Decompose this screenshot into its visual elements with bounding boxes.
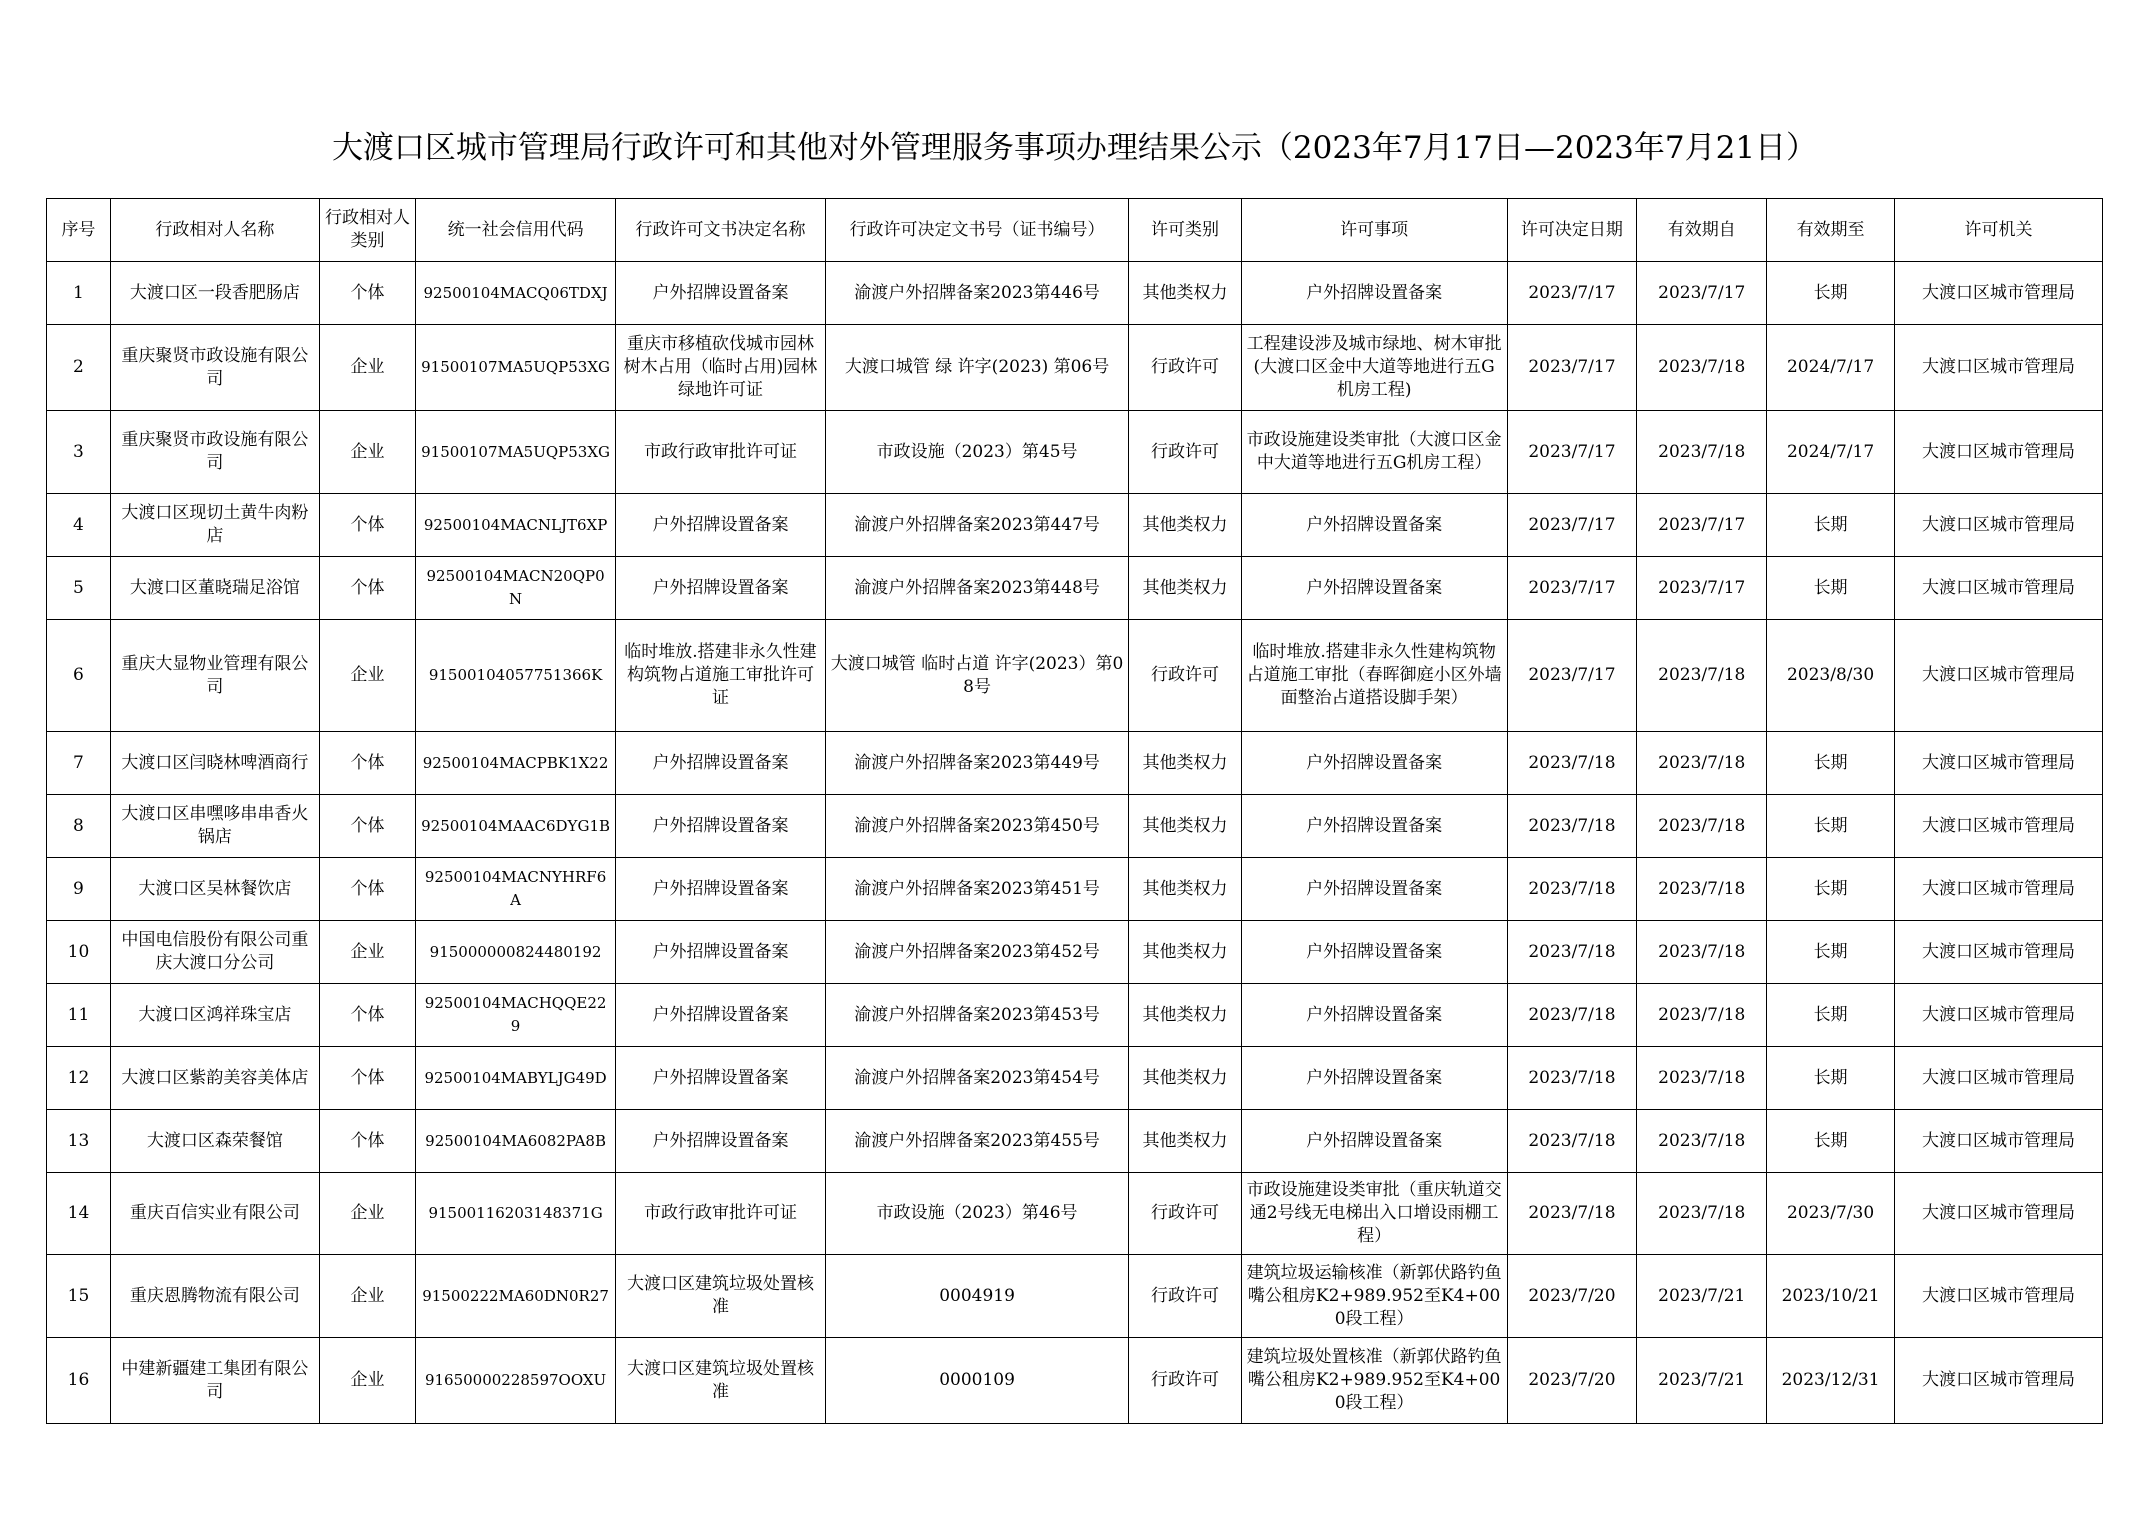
cell-party-type: 企业 [319,411,415,494]
cell-permit-category: 行政许可 [1129,1173,1242,1255]
cell-doc-number: 0000109 [825,1338,1128,1424]
cell-valid-from: 2023/7/18 [1637,984,1767,1047]
cell-party-type: 个体 [319,1047,415,1110]
cell-doc-name: 户外招牌设置备案 [615,795,825,858]
cell-valid-from: 2023/7/17 [1637,262,1767,325]
cell-authority: 大渡口区城市管理局 [1894,732,2102,795]
cell-authority: 大渡口区城市管理局 [1894,1047,2102,1110]
cell-seq: 2 [47,325,111,411]
cell-doc-name: 户外招牌设置备案 [615,858,825,921]
cell-decision-date: 2023/7/17 [1507,262,1637,325]
cell-doc-name: 重庆市移植砍伐城市园林树木占用（临时占用)园林绿地许可证 [615,325,825,411]
cell-valid-from: 2023/7/21 [1637,1338,1767,1424]
cell-authority: 大渡口区城市管理局 [1894,795,2102,858]
cell-doc-number: 0004919 [825,1255,1128,1338]
cell-authority: 大渡口区城市管理局 [1894,1173,2102,1255]
cell-permit-item: 户外招牌设置备案 [1241,984,1507,1047]
header-seq: 序号 [47,199,111,262]
cell-valid-to: 长期 [1767,557,1895,620]
cell-decision-date: 2023/7/20 [1507,1255,1637,1338]
cell-decision-date: 2023/7/17 [1507,411,1637,494]
cell-party-type: 企业 [319,620,415,732]
header-permit-item: 许可事项 [1241,199,1507,262]
cell-permit-category: 其他类权力 [1129,984,1242,1047]
cell-decision-date: 2023/7/18 [1507,732,1637,795]
cell-doc-name: 户外招牌设置备案 [615,1047,825,1110]
cell-permit-item: 户外招牌设置备案 [1241,494,1507,557]
cell-doc-number: 渝渡户外招牌备案2023第452号 [825,921,1128,984]
cell-credit-code: 91500222MA60DN0R27 [416,1255,616,1338]
header-party-type: 行政相对人类别 [319,199,415,262]
cell-doc-name: 大渡口区建筑垃圾处置核准 [615,1338,825,1424]
page-title: 大渡口区城市管理局行政许可和其他对外管理服务事项办理结果公示（2023年7月17日—2023年7月21日） [331,130,1818,166]
cell-valid-to: 2023/7/30 [1767,1173,1895,1255]
cell-authority: 大渡口区城市管理局 [1894,262,2102,325]
cell-party-name: 重庆百信实业有限公司 [110,1173,319,1255]
cell-credit-code: 91500104057751366K [416,620,616,732]
cell-doc-name: 户外招牌设置备案 [615,557,825,620]
cell-authority: 大渡口区城市管理局 [1894,411,2102,494]
cell-party-name: 重庆恩腾物流有限公司 [110,1255,319,1338]
cell-permit-category: 其他类权力 [1129,795,1242,858]
cell-permit-category: 其他类权力 [1129,494,1242,557]
cell-credit-code: 92500104MABYLJG49D [416,1047,616,1110]
cell-credit-code: 91650000228597OOXU [416,1338,616,1424]
cell-permit-category: 其他类权力 [1129,732,1242,795]
cell-doc-number: 大渡口城管 临时占道 许字(2023）第08号 [825,620,1128,732]
cell-credit-code: 92500104MACQ06TDXJ [416,262,616,325]
cell-authority: 大渡口区城市管理局 [1894,1110,2102,1173]
cell-party-name: 大渡口区紫韵美容美体店 [110,1047,319,1110]
table-row [47,325,2103,411]
cell-authority: 大渡口区城市管理局 [1894,984,2102,1047]
cell-permit-category: 其他类权力 [1129,921,1242,984]
header-party-name: 行政相对人名称 [110,199,319,262]
cell-doc-number: 渝渡户外招牌备案2023第448号 [825,557,1128,620]
cell-valid-to: 长期 [1767,858,1895,921]
cell-credit-code: 92500104MACHQQE229 [416,984,616,1047]
cell-permit-category: 其他类权力 [1129,858,1242,921]
cell-valid-to: 2024/7/17 [1767,325,1895,411]
cell-permit-item: 户外招牌设置备案 [1241,1110,1507,1173]
cell-credit-code: 92500104MACN20QP0N [416,557,616,620]
table-row [47,1255,2103,1338]
cell-seq: 10 [47,921,111,984]
table-row [47,494,2103,557]
cell-doc-name: 临时堆放.搭建非永久性建构筑物占道施工审批许可证 [615,620,825,732]
header-valid-from: 有效期自 [1637,199,1767,262]
cell-party-name: 重庆大显物业管理有限公司 [110,620,319,732]
cell-authority: 大渡口区城市管理局 [1894,1255,2102,1338]
cell-credit-code: 92500104MAAC6DYG1B [416,795,616,858]
cell-seq: 1 [47,262,111,325]
cell-authority: 大渡口区城市管理局 [1894,557,2102,620]
cell-doc-name: 市政行政审批许可证 [615,1173,825,1255]
cell-permit-item: 市政设施建设类审批（大渡口区金中大道等地进行五G机房工程） [1241,411,1507,494]
cell-party-type: 个体 [319,262,415,325]
cell-party-type: 企业 [319,921,415,984]
cell-decision-date: 2023/7/18 [1507,1173,1637,1255]
cell-permit-category: 其他类权力 [1129,1110,1242,1173]
cell-party-name: 重庆聚贤市政设施有限公司 [110,325,319,411]
cell-doc-number: 市政设施（2023）第46号 [825,1173,1128,1255]
table-row [47,1047,2103,1110]
cell-party-type: 企业 [319,1255,415,1338]
cell-seq: 4 [47,494,111,557]
cell-credit-code: 92500104MACNYHRF6A [416,858,616,921]
cell-seq: 11 [47,984,111,1047]
cell-valid-to: 长期 [1767,732,1895,795]
cell-decision-date: 2023/7/17 [1507,325,1637,411]
cell-decision-date: 2023/7/18 [1507,1110,1637,1173]
header-credit-code: 统一社会信用代码 [416,199,616,262]
cell-valid-from: 2023/7/18 [1637,921,1767,984]
cell-valid-to: 长期 [1767,984,1895,1047]
cell-permit-category: 行政许可 [1129,325,1242,411]
cell-permit-category: 行政许可 [1129,1255,1242,1338]
header-permit-category: 许可类别 [1129,199,1242,262]
cell-doc-number: 渝渡户外招牌备案2023第455号 [825,1110,1128,1173]
cell-seq: 9 [47,858,111,921]
results-table [46,198,2103,1424]
cell-party-type: 个体 [319,1110,415,1173]
header-valid-to: 有效期至 [1767,199,1895,262]
cell-valid-to: 2024/7/17 [1767,411,1895,494]
table-header-row [47,199,2103,262]
cell-doc-number: 渝渡户外招牌备案2023第451号 [825,858,1128,921]
cell-doc-number: 渝渡户外招牌备案2023第450号 [825,795,1128,858]
cell-valid-from: 2023/7/21 [1637,1255,1767,1338]
cell-seq: 3 [47,411,111,494]
cell-doc-name: 市政行政审批许可证 [615,411,825,494]
cell-party-type: 个体 [319,984,415,1047]
cell-party-type: 个体 [319,858,415,921]
table-row [47,557,2103,620]
cell-party-name: 中国电信股份有限公司重庆大渡口分公司 [110,921,319,984]
cell-credit-code: 91500107MA5UQP53XG [416,411,616,494]
table-row [47,858,2103,921]
table-row [47,795,2103,858]
cell-permit-category: 行政许可 [1129,411,1242,494]
cell-valid-to: 长期 [1767,262,1895,325]
cell-valid-from: 2023/7/18 [1637,1047,1767,1110]
cell-party-type: 个体 [319,557,415,620]
cell-decision-date: 2023/7/18 [1507,795,1637,858]
cell-credit-code: 91500116203148371G [416,1173,616,1255]
cell-valid-from: 2023/7/18 [1637,1173,1767,1255]
table-row [47,411,2103,494]
cell-valid-to: 长期 [1767,795,1895,858]
cell-valid-to: 长期 [1767,1110,1895,1173]
cell-seq: 16 [47,1338,111,1424]
cell-seq: 13 [47,1110,111,1173]
cell-permit-item: 户外招牌设置备案 [1241,732,1507,795]
cell-valid-to: 2023/8/30 [1767,620,1895,732]
cell-permit-item: 临时堆放.搭建非永久性建构筑物占道施工审批（春晖御庭小区外墙面整治占道搭设脚手架） [1241,620,1507,732]
cell-seq: 14 [47,1173,111,1255]
cell-permit-category: 其他类权力 [1129,262,1242,325]
cell-seq: 5 [47,557,111,620]
cell-decision-date: 2023/7/17 [1507,494,1637,557]
cell-permit-category: 行政许可 [1129,1338,1242,1424]
cell-permit-item: 户外招牌设置备案 [1241,262,1507,325]
cell-permit-item: 市政设施建设类审批（重庆轨道交通2号线无电梯出入口增设雨棚工程） [1241,1173,1507,1255]
header-authority: 许可机关 [1894,199,2102,262]
cell-valid-from: 2023/7/18 [1637,858,1767,921]
cell-valid-from: 2023/7/18 [1637,620,1767,732]
cell-decision-date: 2023/7/17 [1507,620,1637,732]
table-row [47,262,2103,325]
cell-doc-number: 渝渡户外招牌备案2023第446号 [825,262,1128,325]
cell-doc-number: 渝渡户外招牌备案2023第453号 [825,984,1128,1047]
cell-authority: 大渡口区城市管理局 [1894,858,2102,921]
table-row [47,984,2103,1047]
cell-valid-to: 长期 [1767,921,1895,984]
cell-decision-date: 2023/7/18 [1507,858,1637,921]
cell-doc-name: 户外招牌设置备案 [615,984,825,1047]
table-row [47,921,2103,984]
cell-doc-name: 户外招牌设置备案 [615,262,825,325]
cell-party-name: 中建新疆建工集团有限公司 [110,1338,319,1424]
cell-doc-name: 户外招牌设置备案 [615,1110,825,1173]
cell-authority: 大渡口区城市管理局 [1894,1338,2102,1424]
header-decision-date: 许可决定日期 [1507,199,1637,262]
table-body [47,262,2103,1424]
cell-permit-item: 工程建设涉及城市绿地、树木审批(大渡口区金中大道等地进行五G机房工程) [1241,325,1507,411]
cell-seq: 8 [47,795,111,858]
cell-party-type: 个体 [319,795,415,858]
cell-doc-number: 渝渡户外招牌备案2023第449号 [825,732,1128,795]
cell-credit-code: 915000000824480192 [416,921,616,984]
header-doc-number: 行政许可决定文书号（证书编号） [825,199,1128,262]
cell-party-name: 大渡口区董晓瑞足浴馆 [110,557,319,620]
cell-permit-item: 户外招牌设置备案 [1241,1047,1507,1110]
cell-authority: 大渡口区城市管理局 [1894,620,2102,732]
cell-authority: 大渡口区城市管理局 [1894,921,2102,984]
cell-party-name: 大渡口区闫晓林啤酒商行 [110,732,319,795]
cell-permit-category: 其他类权力 [1129,1047,1242,1110]
table-row [47,620,2103,732]
cell-doc-number: 市政设施（2023）第45号 [825,411,1128,494]
table-row [47,732,2103,795]
cell-party-name: 大渡口区现切土黄牛肉粉店 [110,494,319,557]
cell-valid-to: 长期 [1767,494,1895,557]
cell-party-name: 大渡口区森荣餐馆 [110,1110,319,1173]
cell-seq: 15 [47,1255,111,1338]
cell-credit-code: 91500107MA5UQP53XG [416,325,616,411]
table-row [47,1110,2103,1173]
cell-permit-item: 户外招牌设置备案 [1241,858,1507,921]
cell-decision-date: 2023/7/18 [1507,1047,1637,1110]
cell-permit-category: 行政许可 [1129,620,1242,732]
cell-valid-from: 2023/7/18 [1637,325,1767,411]
cell-permit-item: 建筑垃圾运输核准（新郭伏路钓鱼嘴公租房K2+989.952至K4+000段工程） [1241,1255,1507,1338]
cell-doc-name: 户外招牌设置备案 [615,921,825,984]
cell-credit-code: 92500104MA6082PA8B [416,1110,616,1173]
cell-valid-from: 2023/7/18 [1637,732,1767,795]
cell-party-type: 个体 [319,732,415,795]
cell-decision-date: 2023/7/18 [1507,921,1637,984]
cell-authority: 大渡口区城市管理局 [1894,494,2102,557]
cell-doc-number: 大渡口城管 绿 许字(2023) 第06号 [825,325,1128,411]
cell-permit-item: 户外招牌设置备案 [1241,921,1507,984]
cell-valid-from: 2023/7/18 [1637,795,1767,858]
cell-decision-date: 2023/7/20 [1507,1338,1637,1424]
cell-party-name: 大渡口区吴林餐饮店 [110,858,319,921]
cell-party-name: 大渡口区串嘿哆串串香火锅店 [110,795,319,858]
cell-doc-number: 渝渡户外招牌备案2023第447号 [825,494,1128,557]
cell-permit-item: 户外招牌设置备案 [1241,795,1507,858]
header-doc-name: 行政许可文书决定名称 [615,199,825,262]
cell-party-name: 重庆聚贤市政设施有限公司 [110,411,319,494]
cell-valid-from: 2023/7/17 [1637,557,1767,620]
cell-party-type: 企业 [319,325,415,411]
cell-valid-to: 长期 [1767,1047,1895,1110]
cell-party-name: 大渡口区一段香肥肠店 [110,262,319,325]
cell-decision-date: 2023/7/18 [1507,984,1637,1047]
cell-credit-code: 92500104MACPBK1X22 [416,732,616,795]
cell-party-type: 企业 [319,1338,415,1424]
cell-party-name: 大渡口区鸿祥珠宝店 [110,984,319,1047]
cell-seq: 12 [47,1047,111,1110]
cell-permit-item: 建筑垃圾处置核准（新郭伏路钓鱼嘴公租房K2+989.952至K4+000段工程） [1241,1338,1507,1424]
cell-valid-from: 2023/7/18 [1637,1110,1767,1173]
cell-seq: 6 [47,620,111,732]
cell-decision-date: 2023/7/17 [1507,557,1637,620]
cell-valid-from: 2023/7/18 [1637,411,1767,494]
cell-doc-number: 渝渡户外招牌备案2023第454号 [825,1047,1128,1110]
cell-party-type: 企业 [319,1173,415,1255]
cell-authority: 大渡口区城市管理局 [1894,325,2102,411]
table-row [47,1338,2103,1424]
cell-party-type: 个体 [319,494,415,557]
cell-seq: 7 [47,732,111,795]
cell-valid-from: 2023/7/17 [1637,494,1767,557]
cell-doc-name: 大渡口区建筑垃圾处置核准 [615,1255,825,1338]
cell-valid-to: 2023/10/21 [1767,1255,1895,1338]
cell-doc-name: 户外招牌设置备案 [615,732,825,795]
table-row [47,1173,2103,1255]
cell-permit-item: 户外招牌设置备案 [1241,557,1507,620]
cell-credit-code: 92500104MACNLJT6XP [416,494,616,557]
cell-doc-name: 户外招牌设置备案 [615,494,825,557]
cell-permit-category: 其他类权力 [1129,557,1242,620]
cell-valid-to: 2023/12/31 [1767,1338,1895,1424]
